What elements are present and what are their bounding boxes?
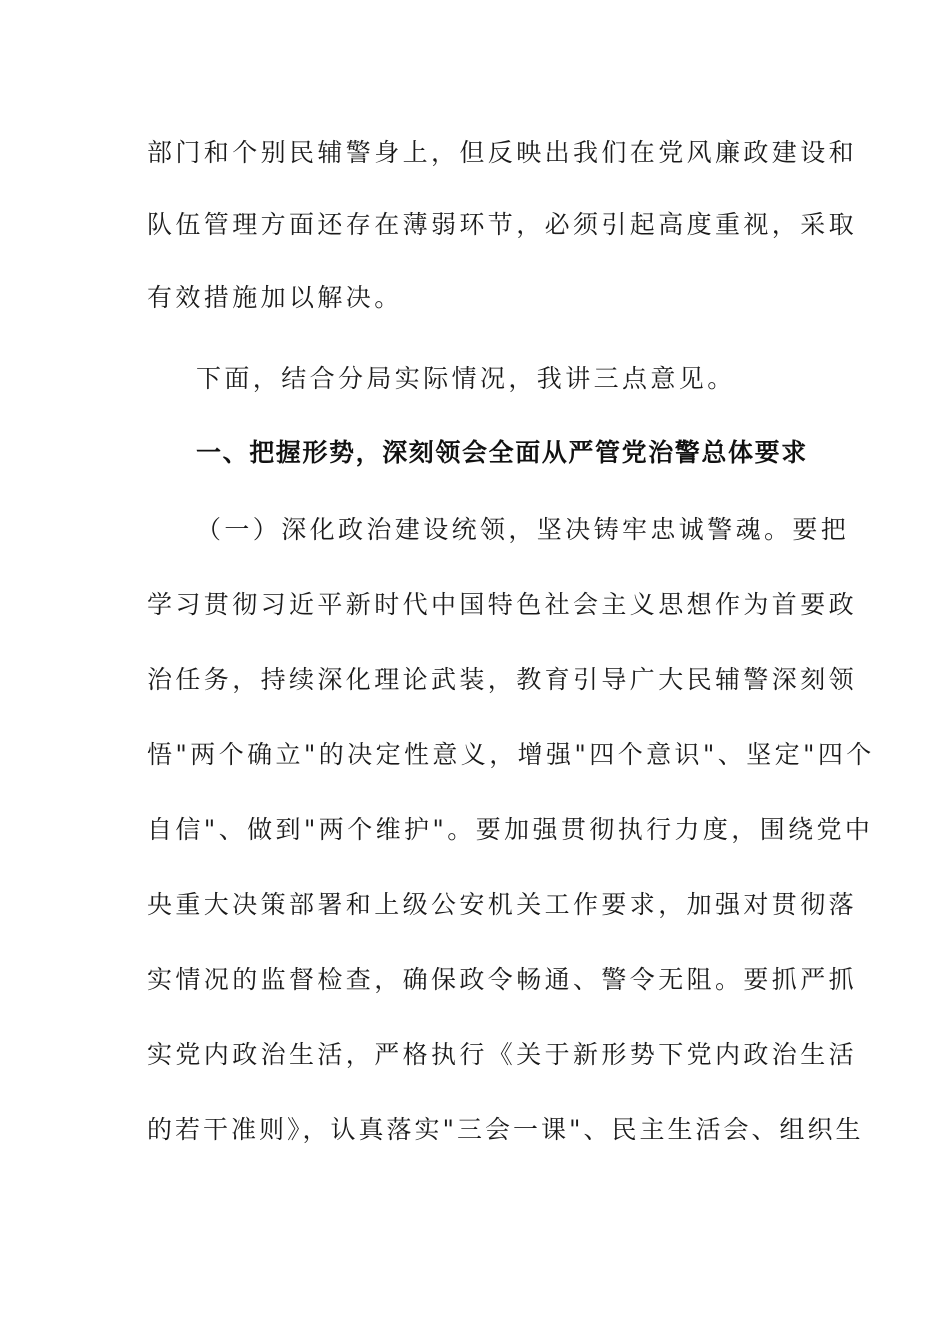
paragraph-line: 下面，结合分局实际情况，我讲三点意见。: [196, 364, 736, 393]
paragraph-line: 实情况的监督检查，确保政令畅通、警令无阻。要抓严抓: [147, 965, 858, 994]
paragraph-line: 悟"两个确立"的决定性意义，增强"四个意识"、坚定"四个: [147, 740, 875, 769]
paragraph-line: 部门和个别民辅警身上，但反映出我们在党风廉政建设和: [147, 138, 858, 167]
paragraph-line: 队伍管理方面还存在薄弱环节，必须引起高度重视，采取: [147, 210, 858, 239]
paragraph-line: 央重大决策部署和上级公安机关工作要求，加强对贯彻落: [147, 890, 858, 919]
paragraph-line: 治任务，持续深化理论武装，教育引导广大民辅警深刻领: [147, 665, 858, 694]
paragraph-line: 自信"、做到"两个维护"。要加强贯彻执行力度，围绕党中: [147, 815, 874, 844]
paragraph-line: 实党内政治生活，严格执行《关于新形势下党内政治生活: [147, 1040, 858, 1069]
paragraph-line: 学习贯彻习近平新时代中国特色社会主义思想作为首要政: [147, 590, 858, 619]
paragraph-line: 的若干准则》，认真落实"三会一课"、民主生活会、组织生: [147, 1115, 864, 1144]
subsection-heading-line: （一）深化政治建设统领，坚决铸牢忠诚警魂。要把: [196, 515, 850, 544]
paragraph-line: 有效措施加以解决。: [147, 283, 403, 312]
section-heading: 一、把握形势，深刻领会全面从严管党治警总体要求: [196, 438, 808, 467]
